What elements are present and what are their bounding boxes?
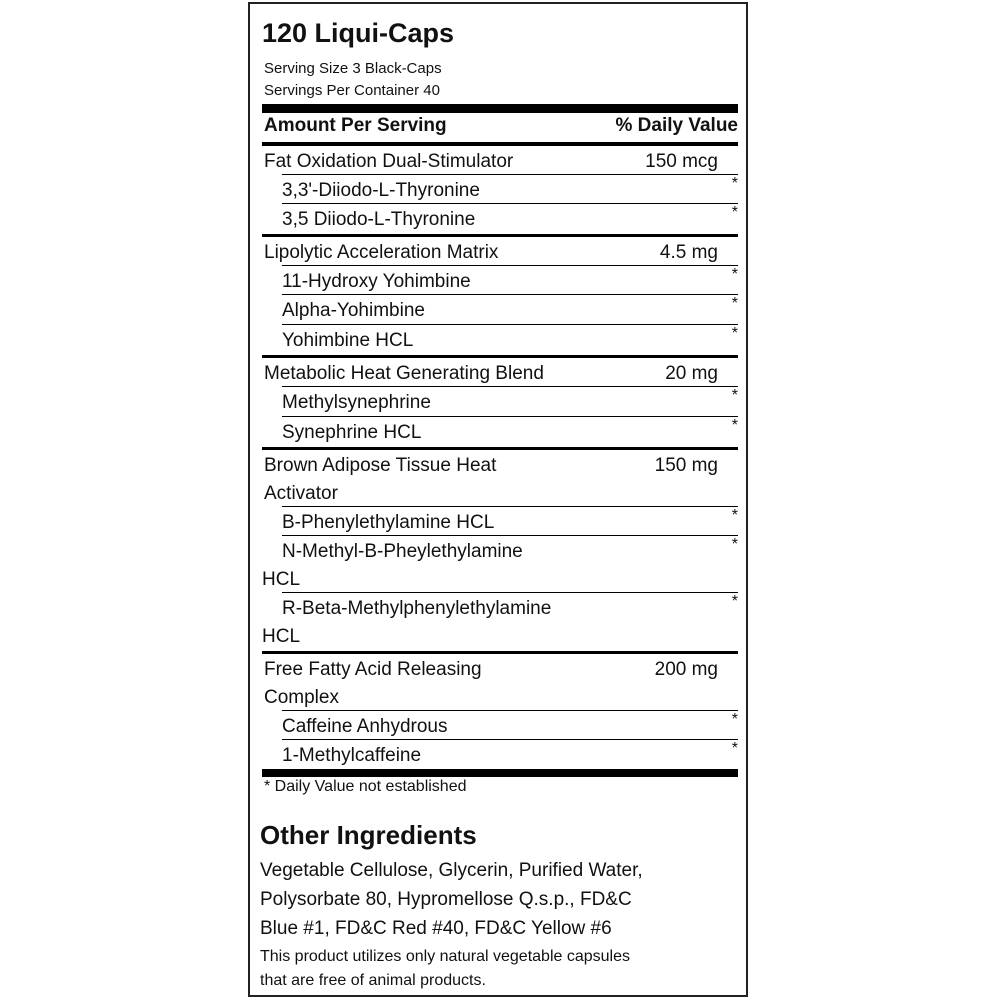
ingredient-row (282, 506, 738, 536)
group-row (262, 234, 738, 266)
ingredient-name-line2: HCL (262, 626, 301, 647)
ingredient-row (282, 174, 738, 204)
ingredient-name: 3,5 Diiodo-L-Thyronine (282, 209, 476, 230)
other-ingredients-title: Other Ingredients (260, 820, 477, 850)
daily-value-asterisk: * (731, 593, 738, 610)
ingredient-name: Caffeine Anhydrous (282, 716, 448, 737)
group-name-line1: Free Fatty Acid Releasing (264, 659, 482, 680)
thick-divider (262, 104, 738, 113)
ingredient-row (282, 265, 738, 295)
ingredient-name: 3,3'-Diiodo-L-Thyronine (282, 180, 480, 201)
daily-value-asterisk: * (731, 507, 738, 524)
daily-value-asterisk: * (731, 295, 738, 312)
ingredient-name-line1: R-Beta-Methylphenylethylamine (282, 598, 552, 619)
group-row (262, 146, 738, 174)
ingredient-name: Methylsynephrine (282, 392, 431, 413)
daily-value-asterisk: * (731, 740, 738, 757)
group-amount: 4.5 mg (659, 242, 718, 263)
daily-value-footnote: * Daily Value not established (264, 778, 467, 795)
ingredient-row (282, 324, 738, 354)
supplement-facts-panel (248, 2, 748, 997)
group-amount: 200 mg (654, 659, 718, 680)
ingredient-name: 1-Methylcaffeine (282, 745, 422, 766)
other-ingredients-line: Vegetable Cellulose, Glycerin, Purified Water, (260, 860, 643, 881)
ingredient-row (262, 592, 738, 650)
servings-per-container: Servings Per Container 40 (264, 82, 440, 99)
group-row (262, 447, 738, 507)
product-count-title: 120 Liqui-Caps (262, 18, 455, 48)
ingredient-name-line2: HCL (262, 569, 301, 590)
group-name: Fat Oxidation Dual-Stimulator (264, 151, 514, 172)
group-amount: 150 mcg (645, 151, 718, 172)
ingredient-name: Alpha-Yohimbine (282, 300, 425, 321)
daily-value-asterisk: * (731, 536, 738, 553)
capsule-note-line: that are free of animal products. (260, 972, 486, 989)
thick-divider (262, 769, 738, 777)
daily-value-header: % Daily Value (615, 115, 738, 136)
daily-value-asterisk: * (731, 711, 738, 728)
ingredient-row (282, 203, 738, 233)
daily-value-asterisk: * (731, 204, 738, 221)
group-name: Metabolic Heat Generating Blend (264, 363, 544, 384)
daily-value-asterisk: * (731, 387, 738, 404)
ingredient-name: 11-Hydroxy Yohimbine (282, 271, 471, 292)
ingredient-row (282, 710, 738, 740)
ingredient-row (282, 416, 738, 446)
ingredient-row (262, 535, 738, 593)
group-name: Lipolytic Acceleration Matrix (264, 242, 499, 263)
other-ingredients-line: Blue #1, FD&C Red #40, FD&C Yellow #6 (260, 918, 612, 939)
capsule-note-line: This product utilizes only natural vegetable capsules (260, 948, 630, 965)
group-amount: 20 mg (665, 363, 718, 384)
group-name-line2: Complex (264, 687, 339, 708)
ingredient-row (282, 294, 738, 324)
ingredient-name: Synephrine HCL (282, 422, 422, 443)
group-name-line1: Brown Adipose Tissue Heat (264, 455, 497, 476)
ingredient-row (282, 386, 738, 416)
serving-size: Serving Size 3 Black-Caps (264, 60, 442, 77)
amount-per-serving-header: Amount Per Serving (264, 115, 447, 136)
ingredient-name: B-Phenylethylamine HCL (282, 512, 495, 533)
daily-value-asterisk: * (731, 175, 738, 192)
daily-value-asterisk: * (731, 325, 738, 342)
group-row (262, 651, 738, 711)
group-name-line2: Activator (264, 483, 338, 504)
ingredient-row (282, 739, 738, 769)
group-amount: 150 mg (654, 455, 718, 476)
ingredient-name: Yohimbine HCL (282, 330, 414, 351)
daily-value-asterisk: * (731, 417, 738, 434)
daily-value-asterisk: * (731, 266, 738, 283)
group-row (262, 355, 738, 387)
other-ingredients-line: Polysorbate 80, Hypromellose Q.s.p., FD&C (260, 889, 632, 910)
ingredient-name-line1: N-Methyl-B-Pheylethylamine (282, 541, 523, 562)
